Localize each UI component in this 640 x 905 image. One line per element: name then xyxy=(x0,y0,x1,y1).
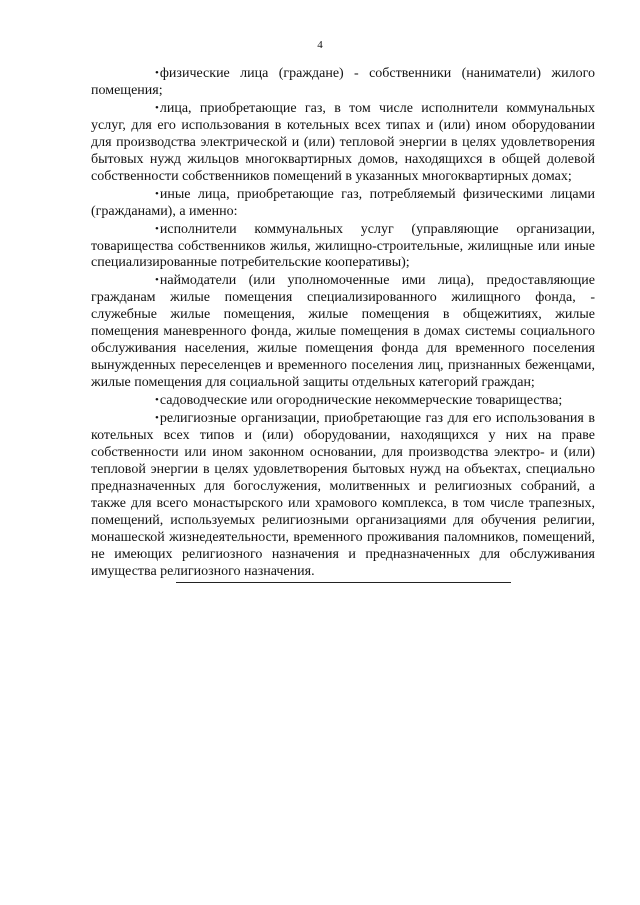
bullet-icon: • xyxy=(155,101,159,114)
paragraph-text: наймодатели (или уполномоченные ими лица), предоставляющие гражданам жилые помещения специализированного жилищного фонда, - служебные жилые помещения, жилые помещения в общежитиях, жилые помещения маневренного фонда, жилые помещения в домах системы социального обслуживания населения, жилые помещения фонда для временного поселения вынужденных переселенцев и временного поселения лиц, признанных беженцами, жилые помещения для социальной защиты отдельных категорий граждан; xyxy=(91,273,595,391)
paragraph-text: религиозные организации, приобретающие газ для его использования в котельных всех типов и (или) оборудовании, находящихся у них на праве собственности или ином законном основании, для производства электро- и (или) тепловой энергии в целях удовлетворения бытовых нужд на объектах, специально предназначенных для богослужения, молитвенных и религиозных собраний, а также для всего монастырского или храмового комплекса, в том числе трапезных, помещений, используемых религиозными организациями для обучения религии, монашеской жизнедеятельности, временного проживания паломников, помещений, не имеющих религиозного назначения и предназначенных для обслуживания имущества религиозного назначения. xyxy=(91,411,595,579)
paragraph-text: исполнители коммунальных услуг (управляющие организации, товарищества собственников жилья, жилищно-строительные, жилищные или иные специализированные потребительские кооперативы); xyxy=(91,221,595,271)
bullet-icon: • xyxy=(155,274,159,287)
bullet-icon: • xyxy=(155,222,159,235)
closing-divider xyxy=(176,582,511,583)
bullet-icon: • xyxy=(155,187,159,200)
bullet-icon: • xyxy=(155,67,159,79)
bullet-icon: • xyxy=(155,412,159,425)
paragraph-text: иные лица, приобретающие газ, потребляемый физическими лицами (гражданами), а именно: xyxy=(91,186,595,219)
paragraph-religious-organizations xyxy=(91,410,595,581)
document-body xyxy=(91,65,595,581)
bullet-icon: • xyxy=(155,394,159,407)
paragraph-text: физические лица (граждане) - собственники (наниматели) жилого помещения; xyxy=(91,66,595,98)
paragraph-other-persons xyxy=(91,186,595,221)
page-number: 4 xyxy=(317,39,323,51)
paragraph-text: лица, приобретающие газ, в том числе исполнители коммунальных услуг, для его использования в котельных всех типах и (или) ином оборудовании для производства электрической и (или) тепловой энергии в целях удовлетворения бытовых нужд жильцов многоквартирных домов, находящихся в общей долевой собственности собственников помещений в указанных многоквартирных домах; xyxy=(91,100,595,184)
paragraph-landlords xyxy=(91,272,595,392)
paragraph-utility-providers xyxy=(91,221,595,273)
paragraph-gas-buyers xyxy=(91,100,595,186)
paragraph-text: садоводческие или огороднические некоммерческие товарищества; xyxy=(159,393,563,409)
paragraph-garden-associations xyxy=(91,392,595,410)
paragraph-individuals xyxy=(91,65,595,100)
